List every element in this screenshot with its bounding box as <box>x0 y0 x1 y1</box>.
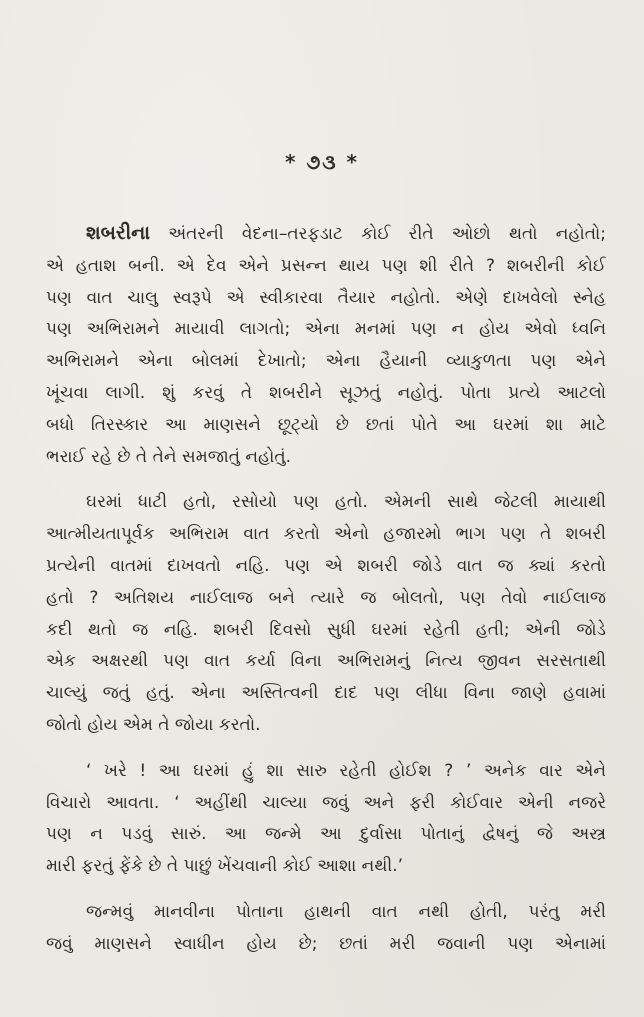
paragraph <box>46 897 606 961</box>
text-line: ‘ ખરે ! આ ઘરમાં હું શા સારુ રહેતી હોઈશ ? ’ અનેક વાર એને <box>86 760 606 781</box>
text-line: જન્મવું માનવીના પોતાના હાથની વાત નથી હોતી, પરંતુ મરી <box>86 901 606 922</box>
text-line: જવું માણસને સ્વાધીન હોય છે; છતાં મરી જવાની પણ એનામાં <box>46 933 606 954</box>
text-line: જોતો હોય એમ તે જોયા કરતો. <box>46 714 261 735</box>
chapter-heading: * ૭૩ * <box>284 150 360 174</box>
text-line: ભરાઈ રહે છે તે તેને સમજાતું નહોતું. <box>46 446 292 467</box>
text-line: પણ ન પડવું સારું. આ જન્મે આ દુર્વાસા પોતાનું દ્વેષનું જે અસ્ત્ર <box>46 824 606 845</box>
text-line: પણ વાત ચાલુ સ્વરૂપે એ સ્વીકારવા તૈયાર નહોતો. એણે દાખવેલો સ્નેહ <box>46 287 606 308</box>
text-line: વિચારો આવતા. ‘ અહીંથી ચાલ્યા જવું અને ફરી કોઈવાર એની નજરે <box>46 792 606 813</box>
text-line: એક અક્ષરથી પણ વાત કર્યા વિના અભિરામનું નિત્ય જીવન સરસતાથી <box>46 651 606 672</box>
text-line <box>46 218 606 251</box>
text-line: અભિરામને એના બોલમાં દેખાતો; એના હૈયાની વ્યાકુળતા પણ એને <box>46 351 606 372</box>
text-line: બધો તિરસ્કાર આ માણસને છૂટ્યો છે છતાં પોતે આ ઘરમાં શા માટે <box>46 414 606 435</box>
text-line: પણ અભિરામને માયાવી લાગતો; એના મનમાં પણ ન હોય એવો ધ્વનિ <box>46 319 606 340</box>
text-line: ચાલ્યું જતું હતું. એના અસ્તિત્વની દાદ પણ લીધા વિના જાણે હવામાં <box>46 683 606 704</box>
text-line: ઘરમાં ધાટી હતો, રસોયો પણ હતો. એમની સાથે જેટલી માયાથી <box>86 492 606 513</box>
body-text <box>46 218 606 975</box>
text-line: કદી થતો જ નહિ. શબરી દિવસો સુધી ઘરમાં રહેતી હતી; એની જોડે <box>46 619 606 640</box>
text-line: હતો ? અતિશય નાઈલાજ બને ત્યારે જ બોલતો, પણ તેવો નાઈલાજ <box>46 587 606 608</box>
paragraph <box>46 218 606 473</box>
lead-word: શબરીના <box>86 222 150 244</box>
text-line: મારી ફરતું ફેંકે છે તે પાછું ખેંચવાની કોઈ આશા નથી.’ <box>46 856 404 877</box>
paragraph <box>46 756 606 883</box>
text-line: ખૂંચવા લાગી. શું કરવું તે શબરીને સૂઝતું નહોતું. પોતા પ્રત્યે આટલો <box>46 382 606 403</box>
text-line: પ્રત્યેની વાતમાં દાખવતો નહિ. પણ એ શબરી જોડે વાત જ ક્યાં કરતો <box>46 555 606 576</box>
paragraph <box>46 487 606 741</box>
text-line: આત્મીયતાપૂર્વક અભિરામ વાત કરતો એનો હજારમો ભાગ પણ તે શબરી <box>46 524 606 545</box>
text-line: એ હતાશ બની. એ દેવ એને પ્રસન્ન થાય પણ શી રીતે ? શબરીની કોઈ <box>46 255 606 276</box>
line-text: અંતરની વેદના–તરફડાટ કોઈ રીતે ઓછો થતો નહોતો; <box>168 224 606 244</box>
